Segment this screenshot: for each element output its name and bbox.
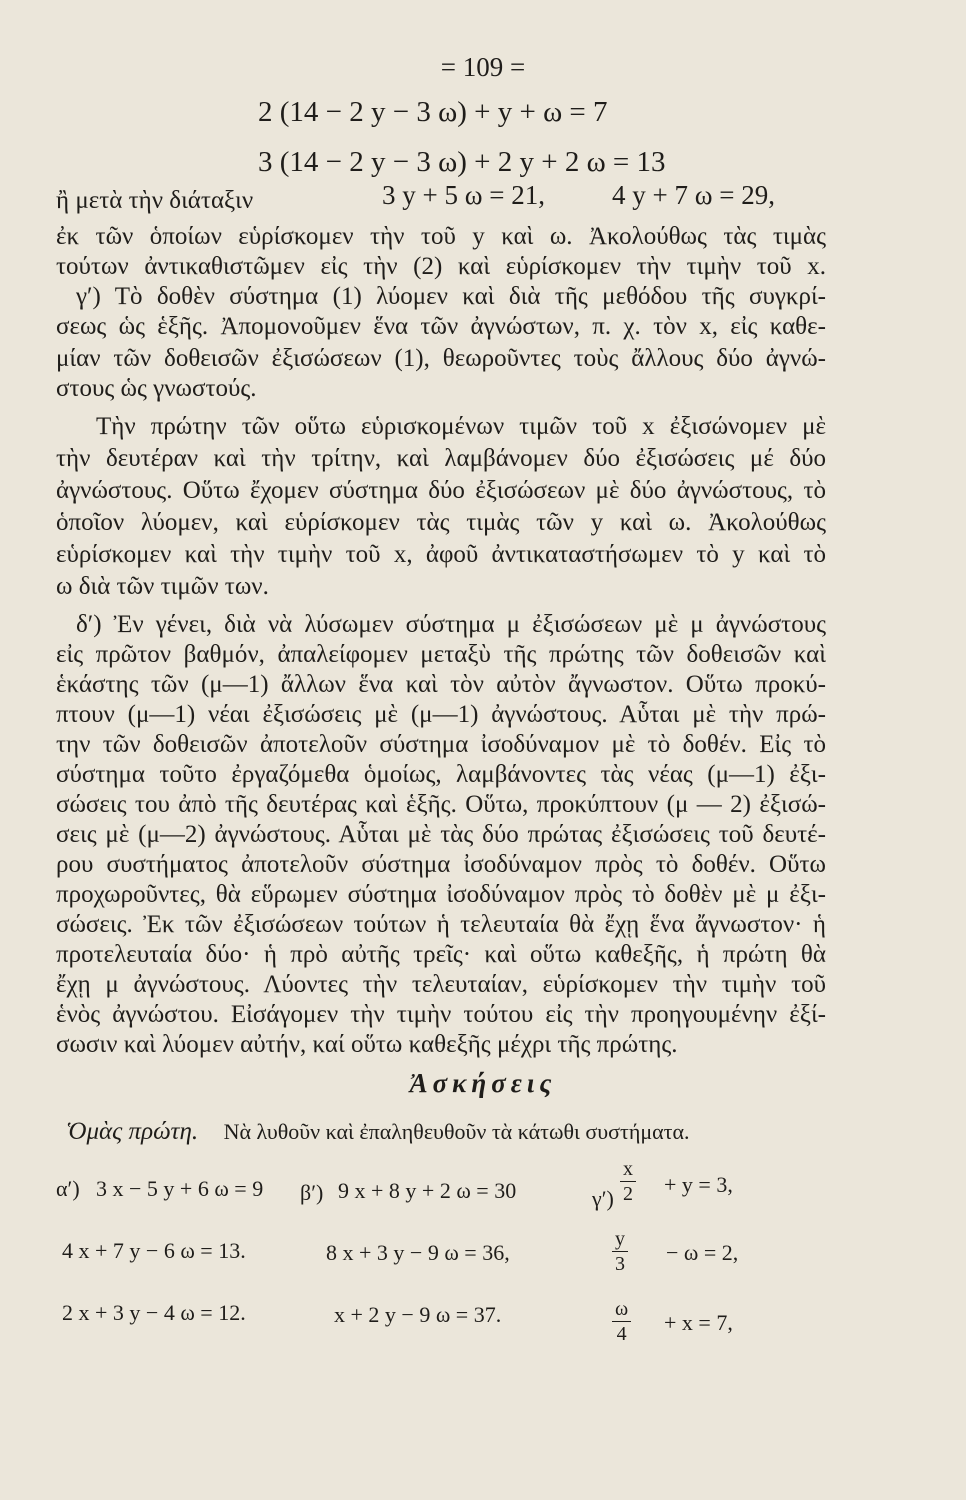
system-equation: 2 x + 3 y − 4 ω = 12. <box>62 1300 246 1325</box>
text-line: πτουν (μ—1) νέαι ἐξισώσεις μὲ (μ—1) ἀγνώστους. Αὗται μὲ τὴν πρώ- <box>56 701 826 728</box>
text-line: σώσεις. Ἐκ τῶν ἐξισώσεων τούτων ἡ τελευταία θὰ ἔχῃ ἕνα ἄγνωστον· ἡ <box>56 911 826 938</box>
equation-line: 2 (14 − 2 y − 3 ω) + y + ω = 7 <box>258 96 608 128</box>
system-equation: 9 x + 8 y + 2 ω = 30 <box>338 1178 517 1203</box>
text-line: ρου συστήματος ἀποτελοῦν σύστημα ἰσοδύναμον πρὸς τὸ δοθέν. Οὕτω <box>56 851 826 878</box>
system-equation: 8 x + 3 y − 9 ω = 36, <box>326 1240 510 1265</box>
system-equation: x + 2 y − 9 ω = 37. <box>334 1302 502 1327</box>
text-line: τὴν δευτέραν καὶ τὴν τρίτην, καὶ λαμβάνομεν δύο ἐξισώσεις μέ δύο <box>56 445 826 472</box>
system-equation: 4 x + 7 y − 6 ω = 13. <box>62 1238 246 1263</box>
text-line: ὁποῖον λύομεν, καὶ εὑρίσκομεν τὰς τιμὰς τῶν y καὶ ω. Ἀκολούθως <box>56 509 826 536</box>
system-equation: 3 x − 5 y + 6 ω = 9 <box>96 1176 264 1201</box>
text-line: δ′) Ἐν γένει, διὰ νὰ λύσωμεν σύστημα μ ἐξισώσεων μὲ μ ἀγνώστους <box>76 611 826 638</box>
text-line: σύστημα τοῦτο ἐργαζόμεθα ὁμοίως, λαμβάνοντες τὰς νέας (μ—1) ἐξι- <box>56 761 826 788</box>
fraction-numerator: ω <box>612 1298 631 1322</box>
fraction <box>612 1298 631 1346</box>
system-equation: + y = 3, <box>664 1172 733 1197</box>
text-line: εἰς πρῶτον βαθμόν, ἀπαλείφομεν μεταξὺ τῆς πρώτης τῶν δοθεισῶν καὶ <box>56 641 826 668</box>
text-line: σωσιν καὶ λύομεν αὐτήν, καί οὕτω καθεξῆς μέχρι τῆς πρώτης. <box>56 1031 678 1058</box>
system-label: α′) <box>56 1176 80 1201</box>
equation-line: 4 y + 7 ω = 29, <box>612 180 775 210</box>
group-instruction: Νὰ λυθοῦν καὶ ἐπαληθευθοῦν τὰ κάτωθι συστήματα. <box>223 1119 690 1144</box>
fraction <box>620 1158 636 1206</box>
text-line: μίαν τῶν δοθεισῶν ἐξισώσεων (1), θεωροῦντες τοὺς ἄλλους δύο ἀγνώ- <box>56 345 826 372</box>
text-line: την τῶν δοθεισῶν ἀποτελοῦν σύστημα ἰσοδύναμον μὲ τὸ δοθέν. Εἰς τὸ <box>56 731 826 758</box>
system-label: β′) <box>300 1180 324 1205</box>
text-line: ἑκάστης τῶν (μ—1) ἄλλων ἕνα καὶ τὸν αὐτὸν ἄγνωστον. Οὕτω προκύ- <box>56 671 826 698</box>
text-line: γ′) Τὸ δοθὲν σύστημα (1) λύομεν καὶ διὰ τῆς μεθόδου τῆς συγκρί- <box>76 283 826 310</box>
equation-line: 3 y + 5 ω = 21, <box>382 180 545 210</box>
text-line: Τὴν πρώτην τῶν οὕτω εὑρισκομένων τιμῶν τοῦ x ἐξισώνομεν μὲ <box>96 413 826 440</box>
text-line: προχωροῦντες, θὰ εὕρωμεν σύστημα ἰσοδύναμον πρὸς τὸ δοθὲν μὲ μ ἐξι- <box>56 881 826 908</box>
text-line: ἢ μετὰ τὴν διάταξιν <box>56 187 254 214</box>
fraction <box>612 1228 628 1276</box>
exercises-heading: Ἀσκήσεις <box>409 1068 557 1098</box>
text-line: ἑνὸς ἀγνώστου. Εἰσάγομεν τὴν τιμὴν τούτου εἰς τὴν προηγουμένην ἐξί- <box>56 1001 826 1028</box>
system-equation: + x = 7, <box>664 1310 733 1335</box>
exercise-group-line <box>66 1118 826 1146</box>
equation-line: 3 (14 − 2 y − 3 ω) + 2 y + 2 ω = 13 <box>258 146 666 178</box>
fraction-denominator: 2 <box>623 1183 633 1205</box>
fraction-numerator: y <box>612 1228 628 1252</box>
text-line: ω διὰ τῶν τιμῶν των. <box>56 573 269 600</box>
text-line: τούτων ἀντικαθιστῶμεν εἰς τὴν (2) καὶ εὑρίσκομεν τὴν τιμὴν τοῦ x. <box>56 253 826 280</box>
text-line: ἀγνώστους. Οὕτω ἔχομεν σύστημα δύο ἐξισώσεων μὲ δύο ἀγνώστους, τὸ <box>56 477 826 504</box>
fraction-denominator: 4 <box>616 1323 627 1345</box>
fraction-numerator: x <box>620 1158 636 1182</box>
text-line: σεις μὲ (μ—2) ἀγνώστους. Αὗται μὲ τὰς δύο πρώτας ἐξισώσεις τοῦ δευτέ- <box>56 821 826 848</box>
text-line: εὑρίσκομεν καὶ τὴν τιμὴν τοῦ x, ἀφοῦ ἀντικαταστήσωμεν τὸ y καὶ τὸ <box>56 541 826 568</box>
page-number: = 109 = <box>440 52 526 82</box>
text-line: σεως ὡς ἑξῆς. Ἀπομονοῦμεν ἕνα τῶν ἀγνώστων, π. χ. τὸν x, εἰς καθε- <box>56 313 826 340</box>
system-label: γ′) <box>592 1186 614 1211</box>
fraction-denominator: 3 <box>615 1253 625 1275</box>
group-title: Ὁμὰς πρώτη. <box>66 1118 199 1145</box>
text-line: προτελευταία δύο· ἡ πρὸ αὐτῆς τρεῖς· καὶ οὕτω καθεξῆς, ἡ πρώτη θὰ <box>56 941 826 968</box>
text-line: ἔχῃ μ ἀγνώστους. Λύοντες τὴν τελευταίαν, εὑρίσκομεν τὴν τιμὴν τοῦ <box>56 971 826 998</box>
text-line: στους ὡς γνωστούς. <box>56 375 257 402</box>
system-equation: − ω = 2, <box>666 1240 739 1265</box>
text-line: σώσεις του ἀπὸ τῆς δευτέρας καὶ ἑξῆς. Οὕτω, προκύπτουν (μ — 2) ἐξισώ- <box>56 791 826 818</box>
text-line: ἐκ τῶν ὁποίων εὑρίσκομεν τὴν τοῦ y καὶ ω. Ἀκολούθως τὰς τιμὰς <box>56 223 826 250</box>
